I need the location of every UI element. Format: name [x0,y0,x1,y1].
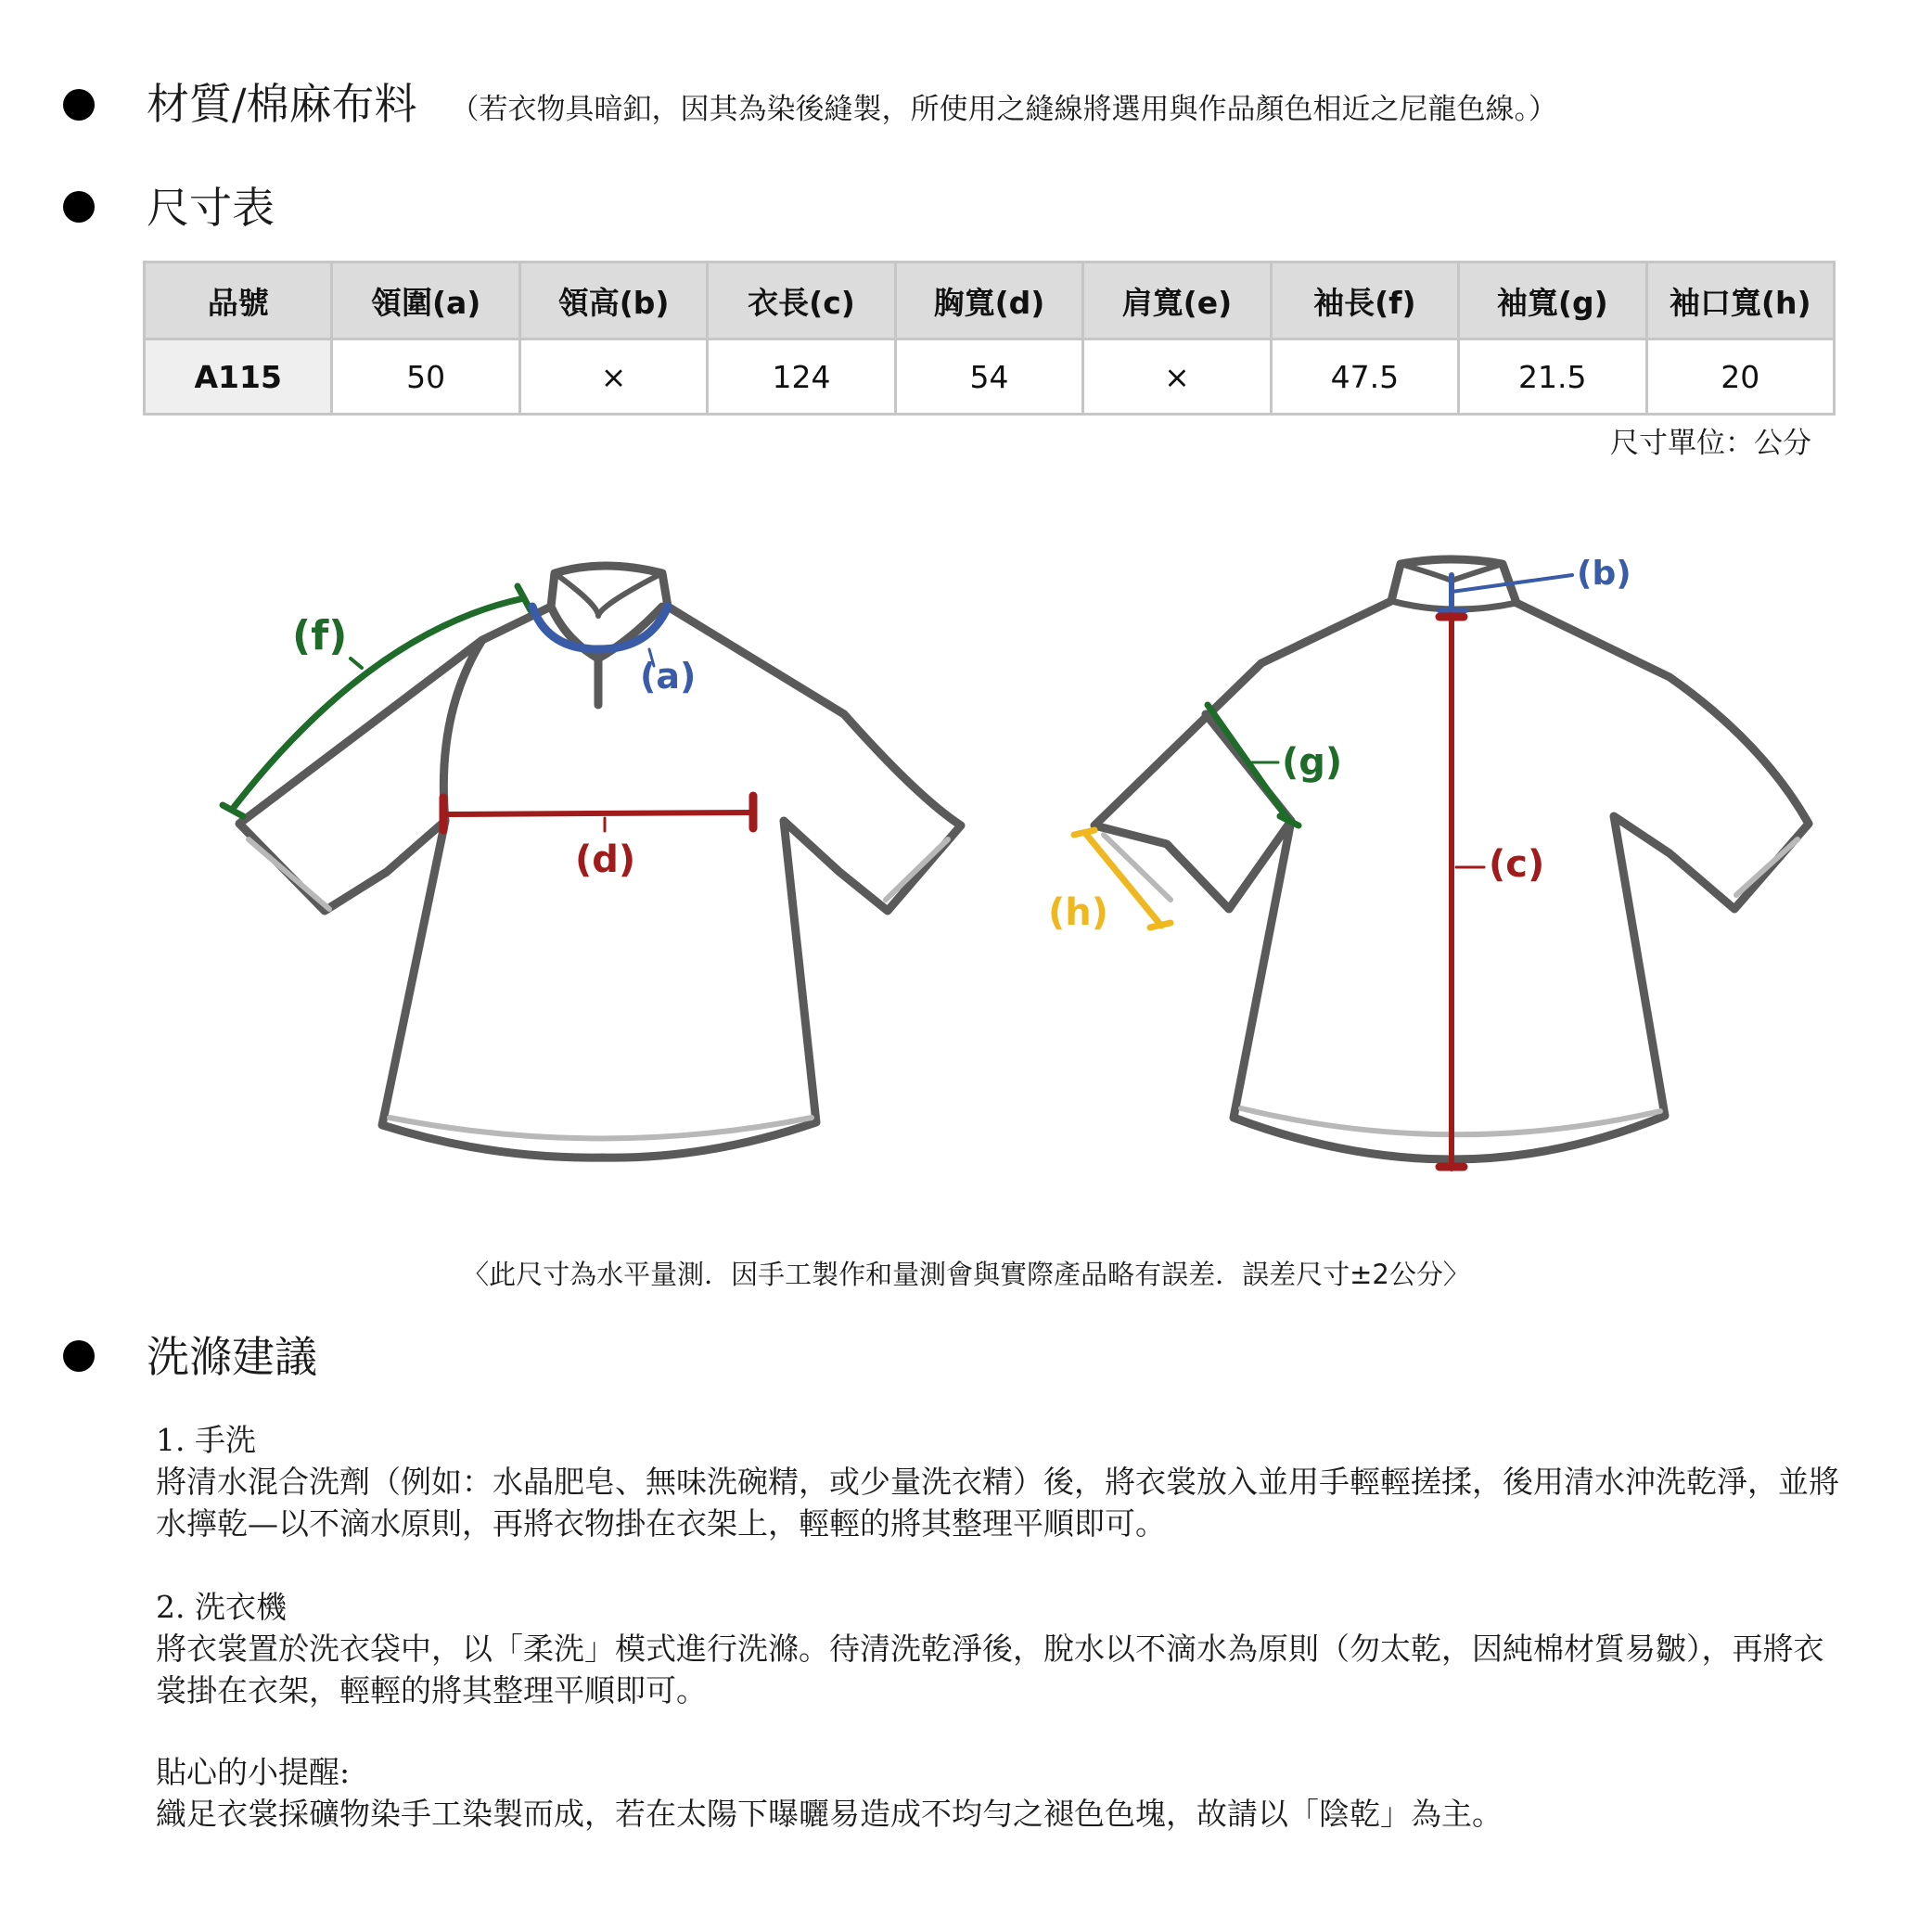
measure-line-c [1439,615,1484,1169]
value-cell: 20 [1646,339,1835,415]
value-cell: 54 [895,339,1082,415]
value-cell: × [1083,339,1271,415]
header-cell: 領圍(a) [332,262,519,339]
label-d: (d) [575,838,636,881]
value-cell: 50 [332,339,519,415]
value-cell: 47.5 [1271,339,1458,415]
header-cell: 品號 [145,262,332,339]
bullet-icon [63,89,95,121]
header-cell: 肩寬(e) [1083,262,1271,339]
care-section-title: 貼心的小提醒: [156,1754,351,1790]
label-g: (g) [1282,741,1343,784]
care-title: 洗滌建議 [147,1332,317,1382]
value-cell: 124 [708,339,895,415]
bullet-icon [63,191,95,223]
size-table-header-row [145,262,1835,339]
bullet-icon [63,1340,95,1372]
material-note: （若衣物具暗釦，因其為染後縫製，所使用之縫線將選用與作品顏色相近之尼龍色線。） [450,93,1557,126]
size-unit-label: 尺寸單位：公分 [1610,427,1811,460]
care-section-body: 將清水混合洗劑（例如：水晶肥皂、無味洗碗精，或少量洗衣精）後，將衣裳放入並用手輕輕搓揉，後用清水沖洗乾淨，並將水擰乾—以不滴水原則，再將衣物掛在衣架上，輕輕的將其整理平順即可。 [156,1464,1839,1542]
material-title: 材質/棉麻布料 [147,79,417,129]
care-section [156,1751,1853,1835]
garment-measurement-diagram [0,519,1932,1224]
material-heading [147,76,1557,137]
label-h: (h) [1048,891,1109,934]
care-section-title: 2. 洗衣機 [156,1589,287,1625]
table-row [145,339,1835,415]
size-chart-title: 尺寸表 [147,183,275,233]
header-cell: 領高(b) [519,262,707,339]
measurement-note: 〈此尺寸為水平量測．因手工製作和量測會與實際產品略有誤差．誤差尺寸±2公分〉 [462,1259,1470,1290]
measure-line-f [223,586,531,816]
label-c: (c) [1489,843,1545,886]
header-cell: 袖口寬(h) [1646,262,1835,339]
header-cell: 胸寬(d) [895,262,1082,339]
header-cell: 衣長(c) [708,262,895,339]
size-table [143,261,1836,416]
label-a: (a) [640,656,697,697]
label-b: (b) [1577,555,1631,593]
header-cell: 袖長(f) [1271,262,1458,339]
care-section-body: 織足衣裳採礦物染手工染製而成，若在太陽下曝曬易造成不均勻之褪色色塊，故請以「陰乾」為主。 [156,1796,1503,1832]
value-cell: × [519,339,707,415]
care-section-title: 1. 手洗 [156,1422,256,1458]
care-section-body: 將衣裳置於洗衣袋中，以「柔洗」模式進行洗滌。待清洗乾淨後，脫水以不滴水為原則（勿太乾，因純棉材質易皺），再將衣裳掛在衣架，輕輕的將其整理平順即可。 [156,1631,1824,1708]
header-cell: 袖寬(g) [1459,262,1646,339]
care-section [156,1586,1853,1711]
care-section [156,1419,1853,1544]
value-cell: 21.5 [1459,339,1646,415]
product-code-cell: A115 [145,339,332,415]
label-f: (f) [292,612,348,659]
measure-line-d [443,796,753,831]
